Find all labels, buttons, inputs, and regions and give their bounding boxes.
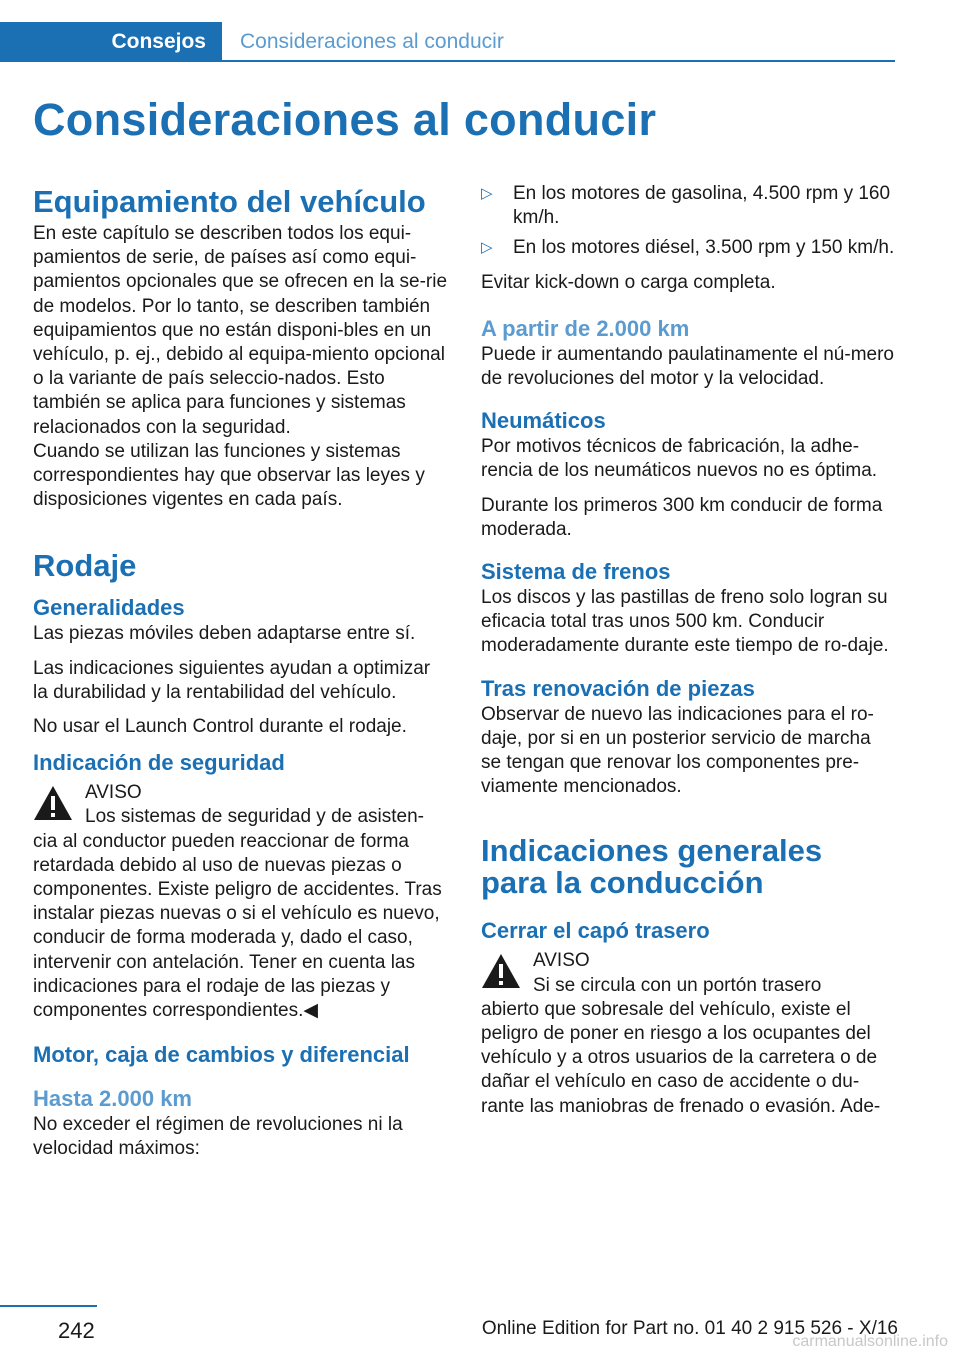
heading-indicaciones-generales: Indicaciones generales para la conducción xyxy=(481,833,823,901)
tab-consideraciones[interactable]: Consideraciones al conducir xyxy=(240,30,504,53)
heading-frenos: Sistema de frenos xyxy=(481,559,671,585)
heading-generalidades: Generalidades xyxy=(33,595,185,621)
warning-text-first-line: Si se circula con un portón trasero xyxy=(533,974,822,996)
paragraph-equipamiento-2: Cuando se utilizan las funciones y sistemas correspondientes hay que observar las leyes y disposiciones vigentes en cada país. xyxy=(33,440,425,511)
triangle-bullet-icon: ▷ xyxy=(481,239,493,257)
header-rule xyxy=(222,60,895,62)
paragraph-hasta-2000: No exceder el régimen de revoluciones ni la velocidad máximos: xyxy=(33,1114,403,1160)
list-item xyxy=(481,236,896,260)
heading-capo-trasero: Cerrar el capó trasero xyxy=(481,918,710,944)
heading-rodaje: Rodaje xyxy=(33,548,137,584)
list-item xyxy=(481,182,896,230)
heading-motor: Motor, caja de cambios y diferencial xyxy=(33,1042,410,1068)
tab-consejos[interactable]: Consejos xyxy=(0,22,222,62)
page-title: Consideraciones al conducir xyxy=(33,94,657,145)
paragraph-frenos: Los discos y las pastillas de freno solo logran su eficacia total tras unos 500 km. Conducir moderadamente durante este tiempo de ro-daje. xyxy=(481,587,889,657)
warning-block xyxy=(33,781,448,829)
bullet-list xyxy=(481,182,896,261)
warning-triangle-icon xyxy=(33,785,73,821)
warning-text: abierto que sobresale del vehículo, existe el peligro de poner en riesgo a los ocupantes del vehículo y a otros usuarios de la carretera o de dañar el vehículo en caso de accidente o du-rante las maniobras de frenado o evasión. Ade- xyxy=(481,998,881,1117)
footer-rule xyxy=(0,1305,97,1307)
triangle-bullet-icon: ▷ xyxy=(481,185,493,202)
edition-text: Online Edition for Part no. 01 40 2 915 526 - X/16 xyxy=(481,1318,898,1339)
paragraph-neumaticos-1: Por motivos técnicos de fabricación, la adhe-rencia de los neumáticos nuevos no es óptima. xyxy=(481,436,878,482)
warning-text: cia al conductor pueden reaccionar de forma retardada debido al uso de nuevas piezas o componentes. Existe peligro de accidentes. Tras instalar piezas nuevas o si el vehículo es nuevo, conducir de forma moderada y, dado el caso, intervenir con antelación. Tener en cuenta las indicaciones para el rodaje de las piezas y componentes correspondientes.◀ xyxy=(33,830,442,1022)
bullet-text-diesel: En los motores diésel, 3.500 rpm y 150 km/h. xyxy=(513,237,895,259)
paragraph-generalidades-3: No usar el Launch Control durante el rodaje. xyxy=(33,716,407,738)
heading-seguridad: Indicación de seguridad xyxy=(33,750,285,776)
paragraph-a-partir-2000: Puede ir aumentando paulatinamente el nú-mero de revoluciones del motor y la velocidad. xyxy=(481,343,894,390)
heading-a-partir-2000: A partir de 2.000 km xyxy=(481,315,690,341)
left-column xyxy=(33,182,448,1172)
paragraph-equipamiento-1: En este capítulo se describen todos los equi-pamientos de serie, de países así como equi-pamientos opcionales que se ofrecen en la se-rie de modelos. Por lo tanto, se describen también equipamientos que no están disponi-bles en un vehículo, p. ej., debido al equipa-miento opcional o la variante de país seleccio-nados. Esto también se aplica para funciones y sistemas relacionados con la seguridad. xyxy=(33,223,448,438)
paragraph-generalidades-2: Las indicaciones siguientes ayudan a optimizar la durabilidad y la rentabilidad del vehículo. xyxy=(33,657,431,703)
heading-hasta-2000: Hasta 2.000 km xyxy=(33,1086,192,1112)
paragraph-neumaticos-2: Durante los primeros 300 km conducir de forma moderada. xyxy=(481,494,883,540)
paragraph-generalidades-1: Las piezas móviles deben adaptarse entre sí. xyxy=(33,623,416,645)
header-tabs xyxy=(0,22,895,62)
heading-renovacion: Tras renovación de piezas xyxy=(481,675,755,701)
paragraph-kickdown: Evitar kick-down o carga completa. xyxy=(481,271,776,293)
warning-triangle-icon xyxy=(481,953,521,989)
page-number: 242 xyxy=(58,1318,95,1343)
paragraph-renovacion: Observar de nuevo las indicaciones para el ro-daje, por si en un posterior servicio de marcha se tengan que renovar los componentes pre-viamente mencionados. xyxy=(481,703,874,798)
warning-label: AVISO xyxy=(85,782,142,804)
watermark: carmanualsonline.info xyxy=(792,1333,948,1350)
warning-block xyxy=(481,949,896,997)
bullet-text-gasolina: En los motores de gasolina, 4.500 rpm y 160 km/h. xyxy=(513,183,891,229)
warning-text-first-line: Los sistemas de seguridad y de asisten- xyxy=(85,806,425,828)
heading-neumaticos: Neumáticos xyxy=(481,408,606,434)
warning-label: AVISO xyxy=(533,950,590,972)
heading-equipamiento: Equipamiento del vehículo xyxy=(33,184,426,219)
right-column xyxy=(481,182,896,1129)
